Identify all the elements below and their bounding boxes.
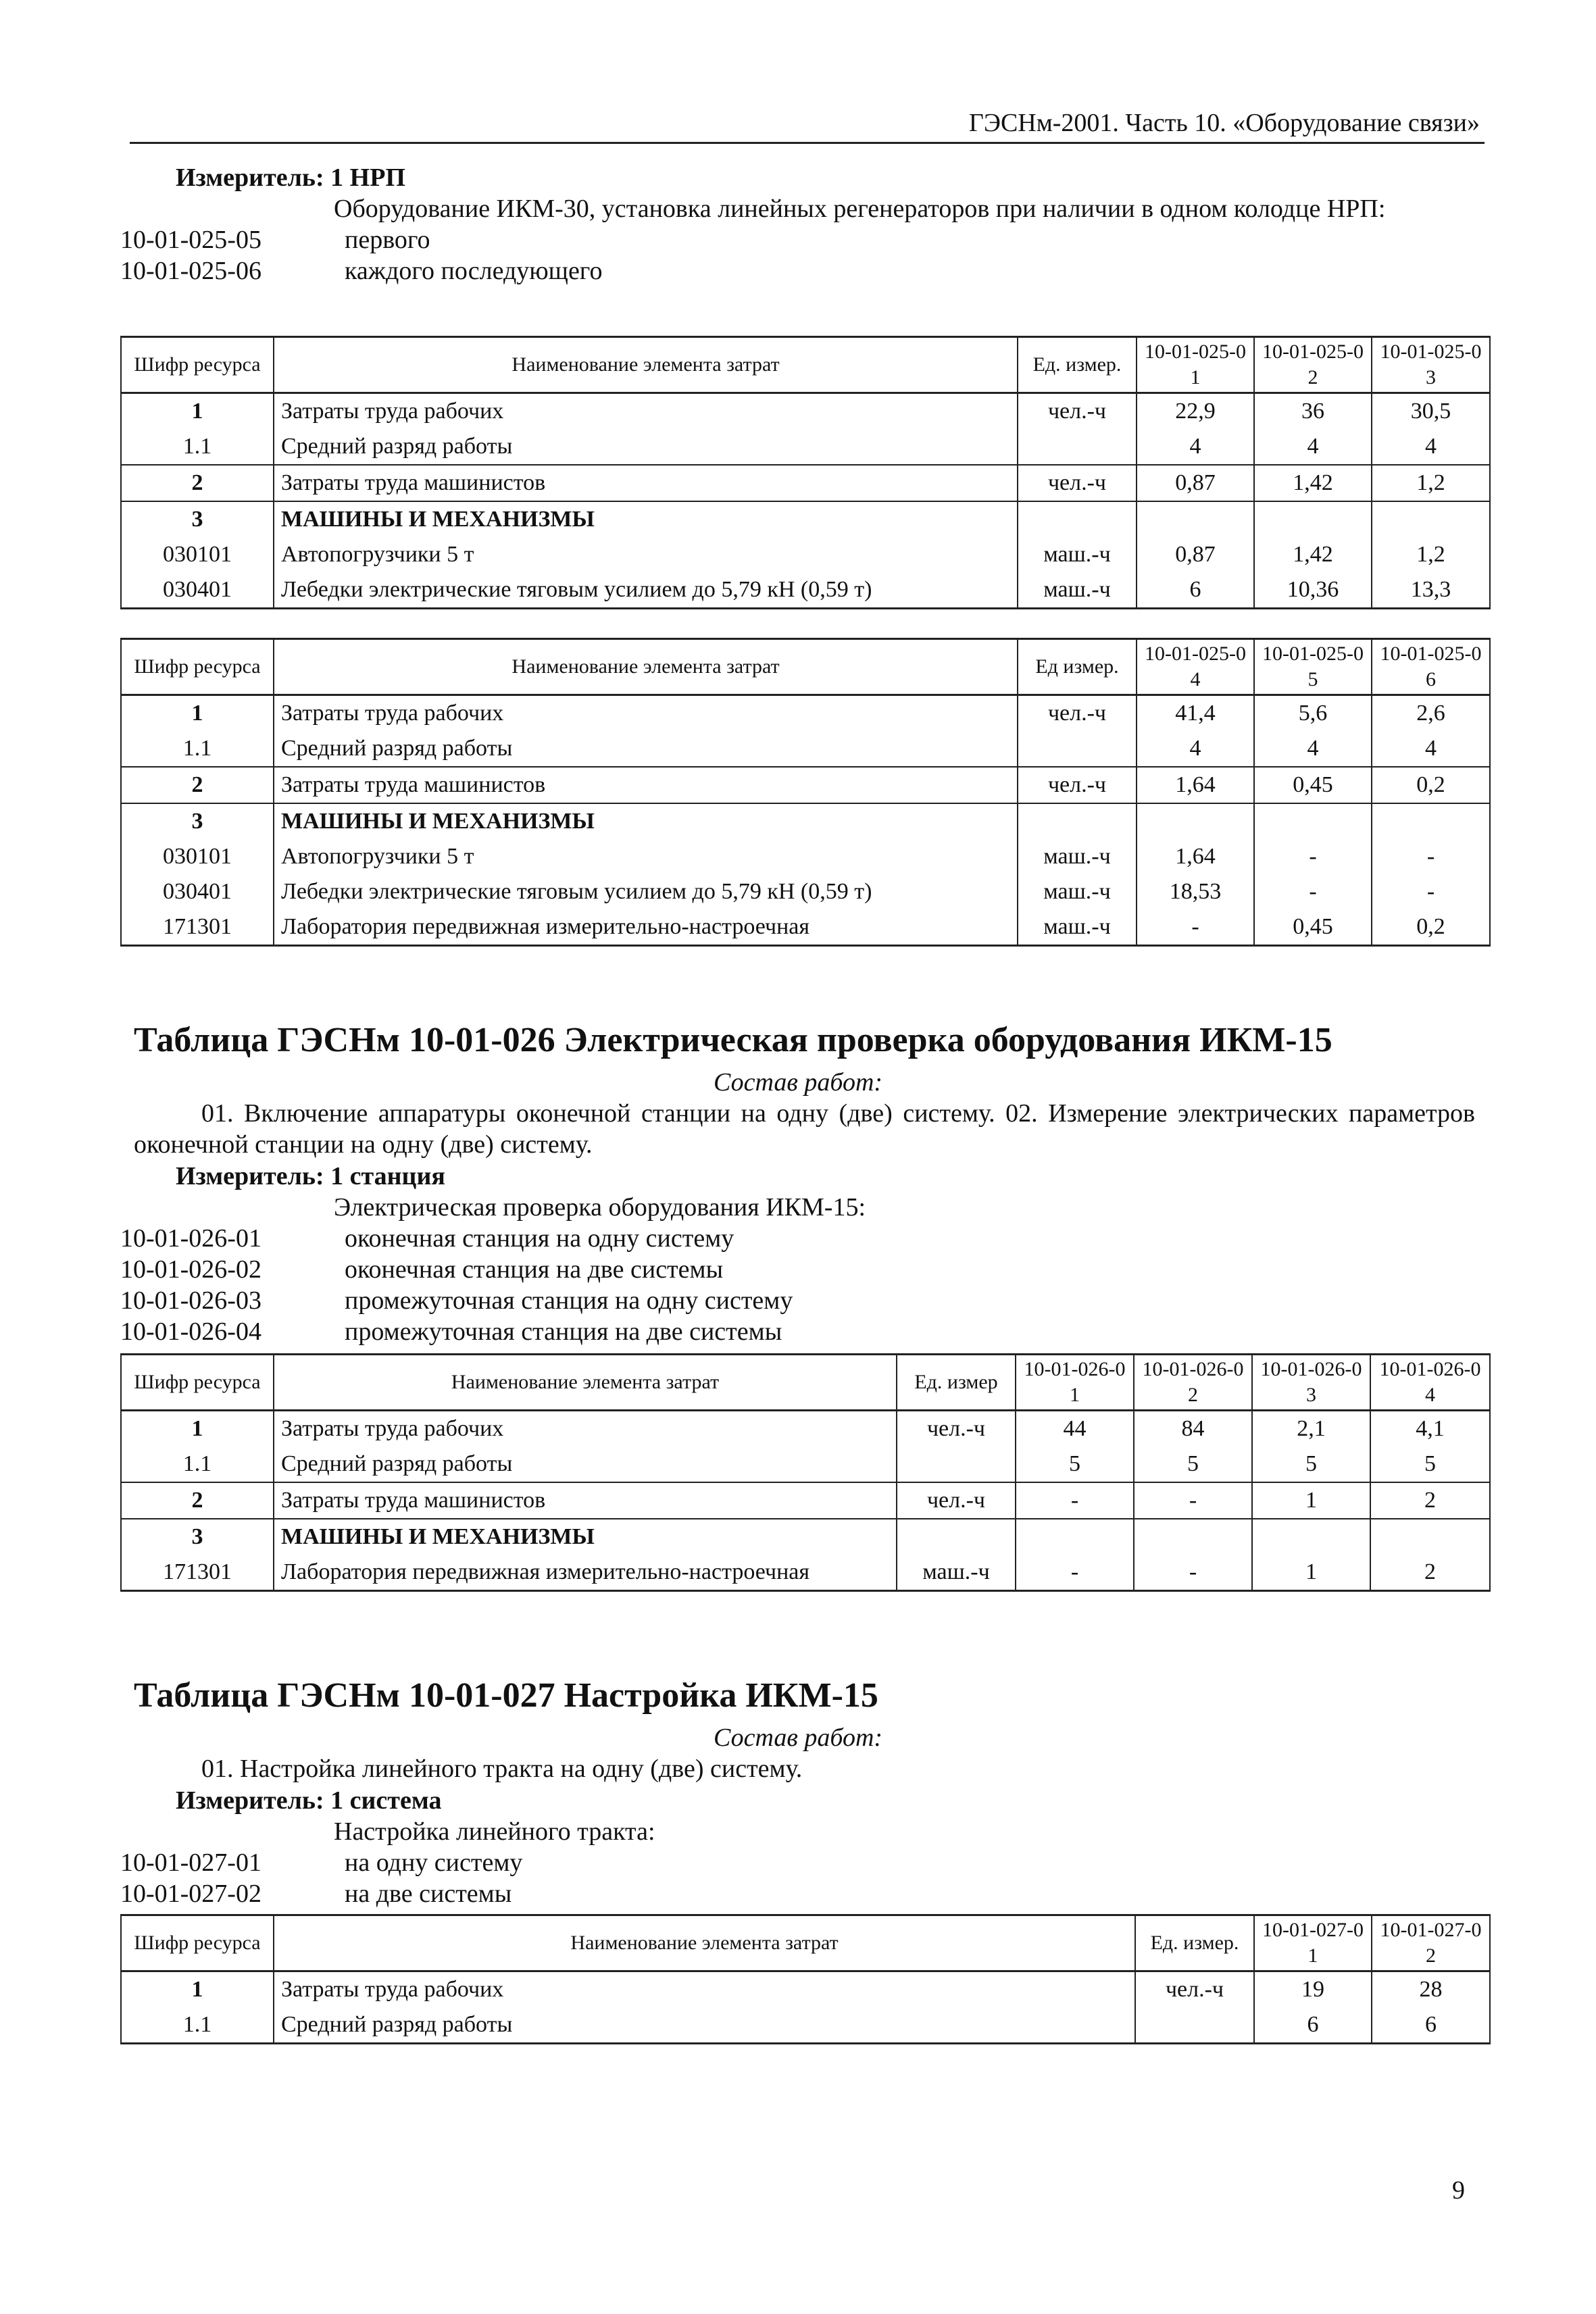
value-cell: 5 bbox=[1370, 1447, 1490, 1482]
value-cell: 4,1 bbox=[1370, 1411, 1490, 1447]
resource-name-cell: Затраты труда рабочих bbox=[274, 1971, 1135, 2008]
resource-code-cell: 030401 bbox=[121, 572, 274, 609]
header-column-code: 10-01-026-03 bbox=[1252, 1355, 1370, 1411]
value-cell bbox=[1137, 501, 1254, 537]
code-line bbox=[120, 1847, 1485, 1878]
code-line bbox=[120, 224, 1485, 255]
resource-code-cell: 2 bbox=[121, 465, 274, 501]
unit-cell bbox=[1018, 429, 1137, 465]
value-cell: 41,4 bbox=[1137, 695, 1254, 732]
page-number: 9 bbox=[1452, 2176, 1465, 2205]
unit-cell: маш.-ч bbox=[1018, 909, 1137, 946]
header-column-code: 10-01-027-01 bbox=[1254, 1915, 1372, 1971]
table-title-026: Таблица ГЭСНм 10-01-026 Электрическая проверка оборудования ИКМ-15 bbox=[134, 1021, 1332, 1059]
resource-code-cell: 3 bbox=[121, 1519, 274, 1555]
value-cell bbox=[1016, 1519, 1134, 1555]
unit-cell: чел.-ч bbox=[1018, 767, 1137, 803]
item-text: оконечная станция на одну систему bbox=[345, 1224, 734, 1253]
header-name: Наименование элемента затрат bbox=[274, 1915, 1135, 1971]
value-cell: - bbox=[1016, 1482, 1134, 1519]
header-shifr: Шифр ресурса bbox=[121, 1915, 274, 1971]
measure-label: Измеритель: 1 станция bbox=[176, 1162, 445, 1190]
resource-name-cell: Затраты труда машинистов bbox=[274, 1482, 897, 1519]
header-rule bbox=[130, 142, 1485, 144]
resource-code-cell: 171301 bbox=[121, 909, 274, 946]
value-cell: 6 bbox=[1254, 2007, 1372, 2044]
resource-name-cell: Затраты труда машинистов bbox=[274, 767, 1018, 803]
resource-name-cell: МАШИНЫ И МЕХАНИЗМЫ bbox=[274, 501, 1018, 537]
item-code: 10-01-025-06 bbox=[120, 257, 261, 285]
resource-name-cell: Средний разряд работы bbox=[274, 429, 1018, 465]
composition-label: Состав работ: bbox=[714, 1724, 883, 1752]
value-cell: 4 bbox=[1372, 731, 1490, 767]
code-line bbox=[120, 1316, 1485, 1347]
item-code: 10-01-026-03 bbox=[120, 1286, 261, 1315]
header-unit: Ед. измер. bbox=[1135, 1915, 1254, 1971]
value-cell: 44 bbox=[1016, 1411, 1134, 1447]
value-cell: 22,9 bbox=[1137, 393, 1254, 430]
value-cell: - bbox=[1372, 839, 1490, 874]
value-cell: 5 bbox=[1252, 1447, 1370, 1482]
item-code: 10-01-027-01 bbox=[120, 1848, 261, 1877]
item-text: на одну систему bbox=[345, 1848, 523, 1877]
header-shifr: Шифр ресурса bbox=[121, 337, 274, 393]
resource-code-cell: 1 bbox=[121, 393, 274, 430]
unit-cell: чел.-ч bbox=[1018, 695, 1137, 732]
resource-table-025-b bbox=[120, 638, 1491, 947]
value-cell: 1,42 bbox=[1254, 465, 1372, 501]
value-cell: - bbox=[1016, 1555, 1134, 1591]
value-cell: 5 bbox=[1016, 1447, 1134, 1482]
value-cell: 13,3 bbox=[1372, 572, 1490, 609]
value-cell: 4 bbox=[1254, 429, 1372, 465]
header-name: Наименование элемента затрат bbox=[274, 1355, 897, 1411]
value-cell: 1,64 bbox=[1137, 839, 1254, 874]
unit-cell bbox=[1135, 2007, 1254, 2044]
unit-cell: маш.-ч bbox=[1018, 572, 1137, 609]
value-cell bbox=[1370, 1519, 1490, 1555]
table-row bbox=[121, 2007, 1490, 2044]
table-row bbox=[121, 1971, 1490, 2008]
value-cell: - bbox=[1137, 909, 1254, 946]
header-column-code: 10-01-026-04 bbox=[1370, 1355, 1490, 1411]
composition-label: Состав работ: bbox=[714, 1068, 883, 1097]
header-column-code: 10-01-027-02 bbox=[1372, 1915, 1490, 1971]
value-cell: 2,6 bbox=[1372, 695, 1490, 732]
resource-name-cell: Лаборатория передвижная измерительно-настроечная bbox=[274, 1555, 897, 1591]
item-text: промежуточная станция на две системы bbox=[345, 1317, 782, 1346]
value-cell bbox=[1134, 1519, 1252, 1555]
value-cell: 4 bbox=[1137, 731, 1254, 767]
value-cell: 1 bbox=[1252, 1482, 1370, 1519]
table-header-row bbox=[121, 337, 1490, 393]
resource-code-cell: 1 bbox=[121, 695, 274, 732]
value-cell: 18,53 bbox=[1137, 874, 1254, 909]
resource-code-cell: 1 bbox=[121, 1971, 274, 2008]
table-header-row bbox=[121, 1915, 1490, 1971]
value-cell bbox=[1252, 1519, 1370, 1555]
works-list: 01. Включение аппаратуры оконечной станции на одну (две) систему. 02. Измерение электрических параметров оконечной станции на одну (две) систему. bbox=[134, 1099, 1475, 1159]
value-cell: 1,42 bbox=[1254, 537, 1372, 572]
header-column-code: 10-01-026-02 bbox=[1134, 1355, 1252, 1411]
header-column-code: 10-01-025-01 bbox=[1137, 337, 1254, 393]
header-unit: Ед. измер. bbox=[1018, 337, 1137, 393]
header-shifr: Шифр ресурса bbox=[121, 1355, 274, 1411]
table-header-row bbox=[121, 639, 1490, 695]
value-cell: 0,2 bbox=[1372, 909, 1490, 946]
value-cell: 84 bbox=[1134, 1411, 1252, 1447]
value-cell: - bbox=[1134, 1555, 1252, 1591]
value-cell: 10,36 bbox=[1254, 572, 1372, 609]
running-head: ГЭСНм-2001. Часть 10. «Оборудование связи» bbox=[968, 109, 1480, 137]
item-code: 10-01-025-05 bbox=[120, 226, 261, 254]
resource-name-cell: Затраты труда рабочих bbox=[274, 695, 1018, 732]
value-cell: - bbox=[1254, 874, 1372, 909]
unit-cell bbox=[1018, 501, 1137, 537]
value-cell: 5,6 bbox=[1254, 695, 1372, 732]
resource-code-cell: 030401 bbox=[121, 874, 274, 909]
unit-cell bbox=[1018, 803, 1137, 839]
item-text: каждого последующего bbox=[345, 257, 603, 285]
resource-name-cell: Затраты труда машинистов bbox=[274, 465, 1018, 501]
unit-cell: чел.-ч bbox=[1135, 1971, 1254, 2008]
resource-name-cell: Затраты труда рабочих bbox=[274, 1411, 897, 1447]
table-row bbox=[121, 839, 1490, 874]
item-text: оконечная станция на две системы bbox=[345, 1255, 724, 1284]
item-text: промежуточная станция на одну систему bbox=[345, 1286, 793, 1315]
table-row bbox=[121, 429, 1490, 465]
resource-table-026 bbox=[120, 1353, 1491, 1592]
resource-code-cell: 171301 bbox=[121, 1555, 274, 1591]
table-row bbox=[121, 731, 1490, 767]
value-cell bbox=[1372, 501, 1490, 537]
code-line bbox=[120, 1878, 1485, 1909]
value-cell: 4 bbox=[1137, 429, 1254, 465]
section-027-intro bbox=[120, 1785, 1485, 1909]
value-cell: - bbox=[1372, 874, 1490, 909]
unit-cell: чел.-ч bbox=[897, 1482, 1016, 1519]
header-name: Наименование элемента затрат bbox=[274, 337, 1018, 393]
item-text: первого bbox=[345, 226, 430, 254]
value-cell bbox=[1372, 803, 1490, 839]
works-list: 01. Настройка линейного тракта на одну (две) систему. bbox=[201, 1755, 803, 1783]
value-cell: 5 bbox=[1134, 1447, 1252, 1482]
item-code: 10-01-027-02 bbox=[120, 1880, 261, 1908]
resource-code-cell: 3 bbox=[121, 501, 274, 537]
item-text: на две системы bbox=[345, 1880, 512, 1908]
item-code: 10-01-026-04 bbox=[120, 1317, 261, 1346]
unit-cell bbox=[1018, 731, 1137, 767]
section-description: Электрическая проверка оборудования ИКМ-15: bbox=[334, 1193, 866, 1222]
resource-table-025-a bbox=[120, 336, 1491, 609]
code-line bbox=[120, 1223, 1485, 1254]
table-row bbox=[121, 909, 1490, 946]
unit-cell: маш.-ч bbox=[1018, 537, 1137, 572]
section-026-intro bbox=[120, 1161, 1485, 1347]
table-row bbox=[121, 1411, 1490, 1447]
value-cell bbox=[1254, 803, 1372, 839]
value-cell: 6 bbox=[1372, 2007, 1490, 2044]
resource-code-cell: 3 bbox=[121, 803, 274, 839]
value-cell: 0,45 bbox=[1254, 909, 1372, 946]
table-row bbox=[121, 874, 1490, 909]
resource-name-cell: Средний разряд работы bbox=[274, 1447, 897, 1482]
value-cell: 1 bbox=[1252, 1555, 1370, 1591]
resource-code-cell: 1.1 bbox=[121, 2007, 274, 2044]
value-cell: 30,5 bbox=[1372, 393, 1490, 430]
table-group-heading-row bbox=[121, 501, 1490, 537]
value-cell: 1,2 bbox=[1372, 465, 1490, 501]
table-row bbox=[121, 1482, 1490, 1519]
unit-cell: маш.-ч bbox=[1018, 874, 1137, 909]
unit-cell: чел.-ч bbox=[897, 1411, 1016, 1447]
table-row bbox=[121, 465, 1490, 501]
unit-cell: маш.-ч bbox=[897, 1555, 1016, 1591]
code-line bbox=[120, 1254, 1485, 1285]
resource-code-cell: 1.1 bbox=[121, 731, 274, 767]
value-cell: - bbox=[1254, 839, 1372, 874]
value-cell: 0,87 bbox=[1137, 465, 1254, 501]
table-row bbox=[121, 537, 1490, 572]
value-cell: 0,87 bbox=[1137, 537, 1254, 572]
section-description: Настройка линейного тракта: bbox=[334, 1817, 655, 1846]
resource-name-cell: Затраты труда рабочих bbox=[274, 393, 1018, 430]
resource-name-cell: Автопогрузчики 5 т bbox=[274, 839, 1018, 874]
header-column-code: 10-01-025-03 bbox=[1372, 337, 1490, 393]
table-group-heading-row bbox=[121, 803, 1490, 839]
resource-name-cell: МАШИНЫ И МЕХАНИЗМЫ bbox=[274, 803, 1018, 839]
header-column-code: 10-01-025-02 bbox=[1254, 337, 1372, 393]
table-row bbox=[121, 767, 1490, 803]
value-cell: 0,45 bbox=[1254, 767, 1372, 803]
resource-code-cell: 030101 bbox=[121, 839, 274, 874]
value-cell bbox=[1137, 803, 1254, 839]
value-cell: 4 bbox=[1372, 429, 1490, 465]
section-025-intro bbox=[120, 162, 1485, 286]
value-cell: 2 bbox=[1370, 1482, 1490, 1519]
resource-code-cell: 1.1 bbox=[121, 1447, 274, 1482]
resource-code-cell: 1 bbox=[121, 1411, 274, 1447]
unit-cell bbox=[897, 1519, 1016, 1555]
item-code: 10-01-026-02 bbox=[120, 1255, 261, 1284]
header-column-code: 10-01-025-05 bbox=[1254, 639, 1372, 695]
resource-name-cell: Лебедки электрические тяговым усилием до 5,79 кН (0,59 т) bbox=[274, 572, 1018, 609]
item-code: 10-01-026-01 bbox=[120, 1224, 261, 1253]
unit-cell: чел.-ч bbox=[1018, 465, 1137, 501]
value-cell bbox=[1254, 501, 1372, 537]
header-column-code: 10-01-025-04 bbox=[1137, 639, 1254, 695]
value-cell: 1,2 bbox=[1372, 537, 1490, 572]
value-cell: 6 bbox=[1137, 572, 1254, 609]
resource-name-cell: Средний разряд работы bbox=[274, 2007, 1135, 2044]
table-row bbox=[121, 572, 1490, 609]
value-cell: 1,64 bbox=[1137, 767, 1254, 803]
value-cell: 2 bbox=[1370, 1555, 1490, 1591]
unit-cell: чел.-ч bbox=[1018, 393, 1137, 430]
header-unit: Ед. измер bbox=[897, 1355, 1016, 1411]
value-cell: 36 bbox=[1254, 393, 1372, 430]
unit-cell: маш.-ч bbox=[1018, 839, 1137, 874]
table-group-heading-row bbox=[121, 1519, 1490, 1555]
resource-code-cell: 2 bbox=[121, 1482, 274, 1519]
header-column-code: 10-01-026-01 bbox=[1016, 1355, 1134, 1411]
header-column-code: 10-01-025-06 bbox=[1372, 639, 1490, 695]
table-title-027: Таблица ГЭСНм 10-01-027 Настройка ИКМ-15 bbox=[134, 1676, 878, 1715]
table-row bbox=[121, 1447, 1490, 1482]
value-cell: - bbox=[1134, 1482, 1252, 1519]
measure-label: Измеритель: 1 НРП bbox=[176, 164, 405, 192]
value-cell: 28 bbox=[1372, 1971, 1490, 2008]
resource-name-cell: Лаборатория передвижная измерительно-настроечная bbox=[274, 909, 1018, 946]
value-cell: 4 bbox=[1254, 731, 1372, 767]
measure-label: Измеритель: 1 система bbox=[176, 1786, 442, 1815]
resource-name-cell: Автопогрузчики 5 т bbox=[274, 537, 1018, 572]
resource-code-cell: 2 bbox=[121, 767, 274, 803]
resource-code-cell: 030101 bbox=[121, 537, 274, 572]
table-row bbox=[121, 393, 1490, 430]
resource-name-cell: Лебедки электрические тяговым усилием до 5,79 кН (0,59 т) bbox=[274, 874, 1018, 909]
value-cell: 2,1 bbox=[1252, 1411, 1370, 1447]
unit-cell bbox=[897, 1447, 1016, 1482]
header-unit: Ед измер. bbox=[1018, 639, 1137, 695]
table-row bbox=[121, 695, 1490, 732]
value-cell: 0,2 bbox=[1372, 767, 1490, 803]
resource-table-027 bbox=[120, 1914, 1491, 2044]
table-row bbox=[121, 1555, 1490, 1591]
header-name: Наименование элемента затрат bbox=[274, 639, 1018, 695]
section-description: Оборудование ИКМ-30, установка линейных регенераторов при наличии в одном колодце НРП: bbox=[334, 195, 1386, 223]
resource-code-cell: 1.1 bbox=[121, 429, 274, 465]
resource-name-cell: Средний разряд работы bbox=[274, 731, 1018, 767]
code-line bbox=[120, 1285, 1485, 1316]
header-shifr: Шифр ресурса bbox=[121, 639, 274, 695]
resource-name-cell: МАШИНЫ И МЕХАНИЗМЫ bbox=[274, 1519, 897, 1555]
table-header-row bbox=[121, 1355, 1490, 1411]
value-cell: 19 bbox=[1254, 1971, 1372, 2008]
code-line bbox=[120, 255, 1485, 286]
